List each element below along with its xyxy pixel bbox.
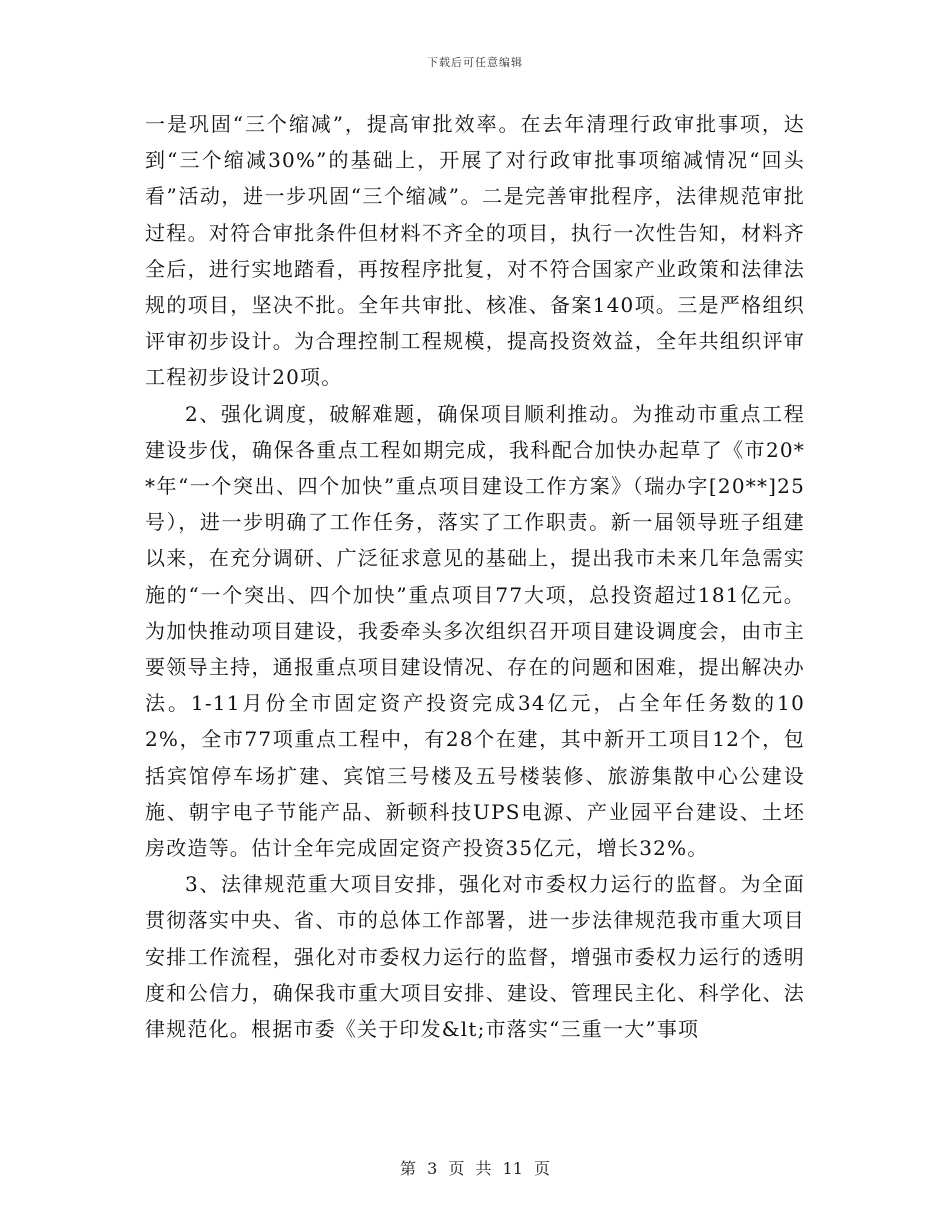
paragraph-3: 3、法律规范重大项目安排，强化对市委权力运行的监督。为全面贯彻落实中央、省、市的总体工作部署，进一步法律规范我市重大项目安排工作流程，强化对市委权力运行的监督，增强市委权力运行的透明度和公信力，确保我市重大项目安排、建设、管理民主化、科学化、法律规范化。根据市委《关于印发&lt;市落实“三重一大”事项 xyxy=(145,872,805,1042)
paragraph-2: 2、强化调度，破解难题，确保项目顺利推动。为推动市重点工程建设步伐，确保各重点工程如期完成，我科配合加快办起草了《市20**年“一个突出、四个加快”重点项目建设工作方案》（瑞办字[20**]25号），进一步明确了工作任务，落实了工作职责。新一届领导班子组建以来，在充分调研、广泛征求意见的基础上，提出我市未来几年急需实施的“一个突出、四个加快”重点项目77大项，总投资超过181亿元。为加快推动项目建设，我委牵头多次组织召开项目建设调度会，由市主要领导主持，通报重点项目建设情况、存在的问题和困难，提出解决办法。1-11月份全市固定资产投资完成34亿元，占全年任务数的102%，全市77项重点工程中，有28个在建，其中新开工项目12个，包括宾馆停车场扩建、宾馆三号楼及五号楼装修、旅游集散中心公建设施、朝宇电子节能产品、新顿科技UPS电源、产业园平台建设、土坯房改造等。估计全年完成固定资产投资35亿元，增长32%。 xyxy=(145,401,805,861)
document-body xyxy=(145,106,805,1047)
paragraph-1: 一是巩固“三个缩减”，提高审批效率。在去年清理行政审批事项，达到“三个缩减30%”的基础上，开展了对行政审批事项缩减情况“回头看”活动，进一步巩固“三个缩减”。二是完善审批程序，法律规范审批过程。对符合审批条件但材料不齐全的项目，执行一次性告知，材料齐全后，进行实地踏看，再按程序批复，对不符合国家产业政策和法律法规的项目，坚决不批。全年共审批、核准、备案140项。三是严格组织评审初步设计。为合理控制工程规模，提高投资效益，全年共组织评审工程初步设计20项。 xyxy=(145,112,805,390)
page-header: 下载后可任意编辑 xyxy=(427,56,523,69)
page-number-footer: 第 3 页 共 11 页 xyxy=(400,1159,550,1178)
